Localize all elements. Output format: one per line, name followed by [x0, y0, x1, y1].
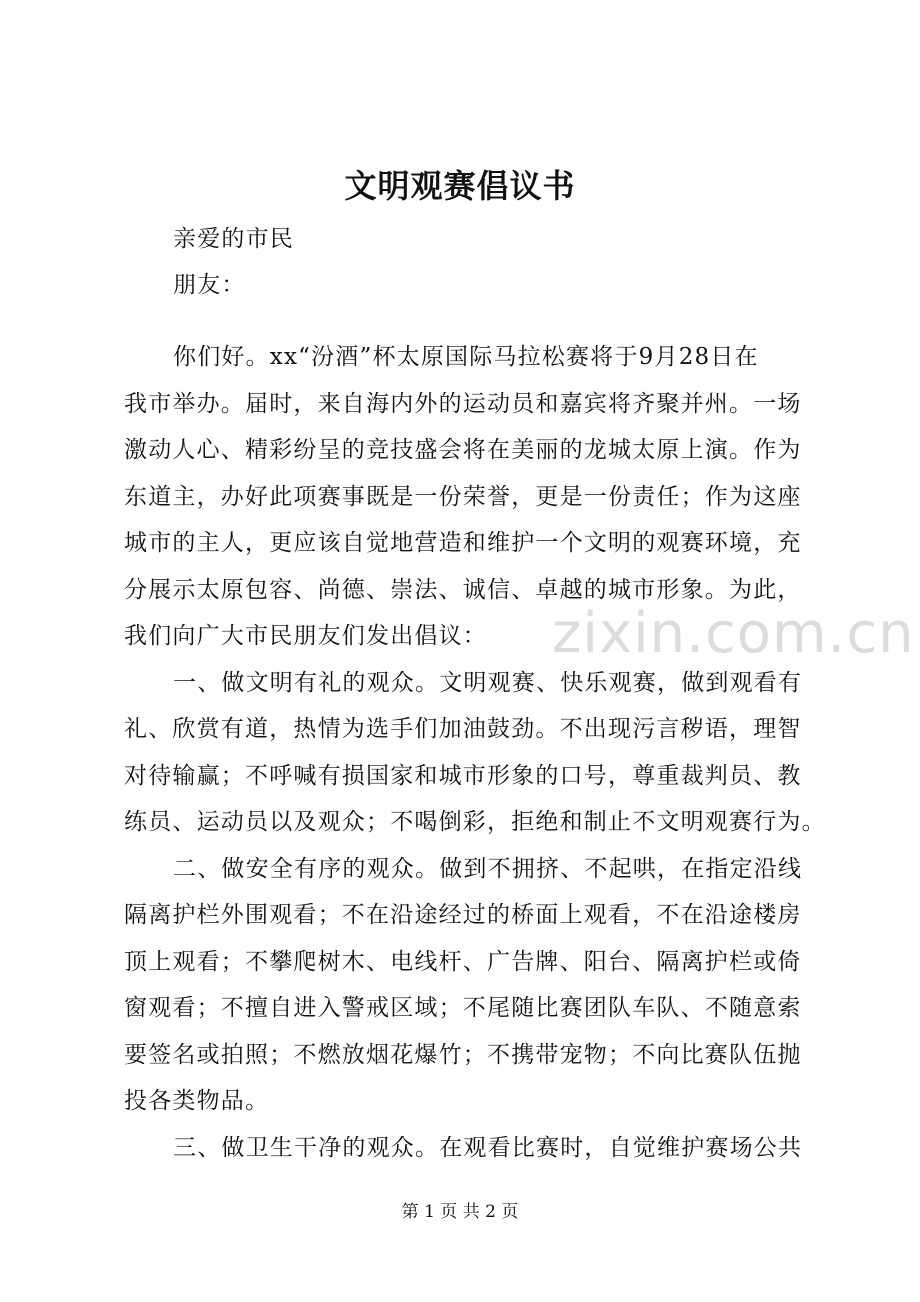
- paragraph-line: 我市举办。届时，来自海内外的运动员和嘉宾将齐聚并州。一场: [124, 391, 802, 417]
- page-title: 文明观赛倡议书: [344, 167, 576, 205]
- paragraph-line: 你们好。xx“汾酒”杯太原国际马拉松赛将于9月28日在: [173, 344, 759, 370]
- paragraph-line: 东道主，办好此项赛事既是一份荣誉，更是一份责任；作为这座: [124, 484, 802, 510]
- salutation-line-1: 亲爱的市民: [173, 226, 294, 252]
- page-footer: 第 1 页 共 2 页: [401, 1202, 519, 1222]
- paragraph-line: 城市的主人，更应该自觉地营造和维护一个文明的观赛环境，充: [124, 530, 802, 556]
- paragraph-line: 投各类物品。: [124, 1088, 270, 1114]
- paragraph-line: 二、做安全有序的观众。做到不拥挤、不起哄，在指定沿线: [173, 856, 803, 882]
- paragraph-line: 窗观看；不擅自进入警戒区域；不尾随比赛团队车队、不随意索: [124, 995, 802, 1021]
- paragraph-line: 分展示太原包容、尚德、崇法、诚信、卓越的城市形象。为此，: [124, 577, 802, 603]
- paragraph-line: 一、做文明有礼的观众。文明观赛、快乐观赛，做到观看有: [173, 670, 803, 696]
- paragraph-line: 对待输赢；不呼喊有损国家和城市形象的口号，尊重裁判员、教: [124, 763, 802, 789]
- paragraph-line: 要签名或拍照；不燃放烟花爆竹；不携带宠物；不向比赛队伍抛: [124, 1042, 802, 1068]
- salutation-line-2: 朋友：: [173, 272, 246, 298]
- paragraph-line: 隔离护栏外围观看；不在沿途经过的桥面上观看，不在沿途楼房: [124, 902, 802, 928]
- watermark: zixin.com.cn: [552, 601, 915, 666]
- paragraph-line: 练员、运动员以及观众；不喝倒彩，拒绝和制止不文明观赛行为。: [124, 809, 826, 835]
- paragraph-line: 我们向广大市民朋友们发出倡议：: [124, 623, 487, 649]
- paragraph-line: 三、做卫生干净的观众。在观看比赛时，自觉维护赛场公共: [173, 1135, 803, 1161]
- paragraph-line: 激动人心、精彩纷呈的竞技盛会将在美丽的龙城太原上演。作为: [124, 437, 802, 463]
- paragraph-line: 礼、欣赏有道，热情为选手们加油鼓劲。不出现污言秽语，理智: [124, 716, 802, 742]
- paragraph-line: 顶上观看；不攀爬树木、电线杆、广告牌、阳台、隔离护栏或倚: [124, 949, 802, 975]
